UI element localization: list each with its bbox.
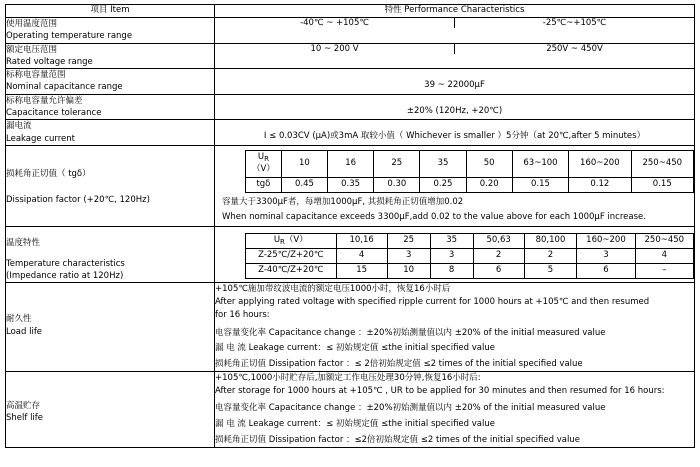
- table-row-load-life: [6, 283, 695, 372]
- value-right: -25℃~+105℃: [542, 17, 607, 28]
- ur-unit: （V）: [252, 163, 275, 174]
- cell: 0.15: [631, 177, 693, 192]
- load-life-line: 电容量变化率 Capacitance change ：±20%初始测量值以内 ±20% of the initial measured value: [215, 327, 606, 338]
- temperature-row-z40: [246, 264, 694, 279]
- table-header-row: [6, 5, 695, 18]
- label-en: Load life: [6, 326, 43, 337]
- header-characteristics: 特性 Performance Characteristics: [215, 5, 695, 18]
- dissipation-note-cn: 容量大于3300µF者，每增加1000µF, 其损耗角正切值增加0.02: [222, 196, 464, 207]
- cell: 63~100: [512, 151, 568, 178]
- label-cn: 使用温度范围: [6, 18, 58, 29]
- cell: 3: [430, 249, 473, 264]
- row-value-dissipation-factor: [215, 146, 695, 227]
- row-label-temperature-characteristics: [6, 227, 215, 283]
- temperature-header-row: [246, 234, 694, 249]
- cell: 250~450: [631, 151, 693, 178]
- cell: 0.45: [281, 177, 327, 192]
- cell: 160~200: [577, 234, 635, 249]
- row-label-leakage-current: [6, 120, 215, 146]
- table-row-cap-tolerance: [6, 94, 695, 120]
- ur-subscript: R: [264, 155, 269, 164]
- cell: 8: [430, 264, 473, 279]
- row-label-load-life: [6, 283, 215, 372]
- row-value-load-life: [215, 283, 695, 372]
- temperature-row-z25: [246, 249, 694, 264]
- value-right: 250V ~ 450V: [546, 43, 603, 54]
- label-en: Shelf life: [6, 413, 44, 424]
- row-value-shelf-life: [215, 371, 695, 447]
- cell: 6: [577, 264, 635, 279]
- specification-table: [5, 4, 695, 448]
- cell: 25: [387, 234, 430, 249]
- load-life-line: 漏 电 流 Leakage current：≤ 初始规定值 ≤the initial specified value: [215, 343, 495, 354]
- cell: 16: [328, 151, 374, 178]
- shelf-life-line: 损耗角正切值 Dissipation factor ：≤2倍初始规定值 ≤2 times of the initial specified value: [215, 434, 580, 445]
- cell: 6: [473, 264, 524, 279]
- row-value-temperature-characteristics: [215, 227, 695, 283]
- table-row-shelf-life: [6, 371, 695, 447]
- dissipation-header-label: [246, 151, 282, 178]
- label-cn: 损耗角正切值（ tgδ）: [6, 169, 91, 180]
- cell: –: [635, 264, 693, 279]
- value-left: -40℃ ~ +105℃: [215, 18, 455, 28]
- cell: 0.12: [569, 177, 631, 192]
- label-cn: 标称电容量范围: [6, 70, 66, 81]
- cell: 50: [466, 151, 512, 178]
- table-row-operating-temp: [6, 17, 695, 43]
- cell: 160~200: [569, 151, 631, 178]
- cell: 5: [524, 264, 577, 279]
- dissipation-note-en: When nominal capacitance exceeds 3300µF,add 0.02 to the value above for each 1000µF increase.: [222, 212, 646, 222]
- row-label-capacitance-range: [6, 69, 215, 95]
- cell: 0.15: [512, 177, 568, 192]
- ur-symbol: U: [273, 235, 281, 246]
- header-item: 项目 Item: [6, 5, 215, 18]
- load-life-line: for 16 hours:: [215, 309, 270, 320]
- label-en-2: (Impedance ratio at 120Hz): [6, 270, 124, 281]
- cell: 0.20: [466, 177, 512, 192]
- table-row-leakage-current: [6, 120, 695, 146]
- cell: 2: [473, 249, 524, 264]
- table-row-dissipation-factor: [6, 146, 695, 227]
- label-en: Rated voltage range: [6, 56, 93, 67]
- cell: 3: [577, 249, 635, 264]
- label-cn: 耐久性: [6, 314, 32, 325]
- shelf-life-line: 电容量变化率 Capacitance change ：±20%初始测量值以内 ±20% of the initial measured value: [215, 403, 606, 414]
- ur-subscript: R: [280, 238, 285, 247]
- cell: 4: [336, 249, 387, 264]
- shelf-life-line: After storage for 1000 hours at +105℃ , UR to be applied for 30 minutes and then resumed for 16 hours:: [215, 385, 665, 396]
- cell: 10: [387, 264, 430, 279]
- row-label-operating-temp: [6, 17, 215, 43]
- cell: 25: [374, 151, 420, 178]
- label-en: Dissipation factor (+20℃, 120Hz): [6, 195, 150, 206]
- label-cn: 高温贮存: [6, 400, 41, 411]
- row-value-leakage-current: I ≤ 0.03CV (µA)或3mA 取较小值（ Whichever is smaller ）5分钟（at 20℃,after 5 minutes）: [215, 120, 695, 146]
- dissipation-subtable: [245, 150, 694, 193]
- cell: 50,63: [473, 234, 524, 249]
- row-value-operating-temp: [215, 17, 695, 43]
- table-row-rated-voltage: [6, 43, 695, 69]
- shelf-life-line: 漏 电 流 Leakage current：≤ 初始规定值 ≤the initial specified value: [215, 419, 495, 429]
- load-life-line: 损耗角正切值 Dissipation factor ：≤ 2倍初始规定值 ≤2 times of the initial specified value: [215, 359, 583, 369]
- cell: 4: [635, 249, 693, 264]
- cell: 0.30: [374, 177, 420, 192]
- label-cn: 漏电流: [6, 121, 32, 132]
- label-en: Operating temperature range: [6, 31, 133, 42]
- temperature-subtable: [245, 233, 694, 279]
- ur-unit: （V）: [284, 235, 308, 246]
- dissipation-row-label: tgδ: [246, 177, 282, 192]
- row-value-rated-voltage: [215, 43, 695, 69]
- cell: 80,100: [524, 234, 577, 249]
- table-row-temperature-characteristics: [6, 227, 695, 283]
- cell: 0.35: [328, 177, 374, 192]
- row-label-dissipation-factor: [6, 146, 215, 227]
- cell: 35: [420, 151, 466, 178]
- dissipation-value-row: [246, 177, 694, 192]
- cell: 0.25: [420, 177, 466, 192]
- cell: 10,16: [336, 234, 387, 249]
- label-en: Nominal capacitance range: [6, 82, 123, 93]
- shelf-life-line: +105℃,1000小时贮存后,加额定工作电压处理30分钟,恢复16小时后:: [215, 372, 481, 383]
- row-label-cap-tolerance: [6, 94, 215, 120]
- cell: 3: [387, 249, 430, 264]
- cell: 35: [430, 234, 473, 249]
- cell: 15: [336, 264, 387, 279]
- label-en: Leakage current: [6, 133, 75, 144]
- temperature-row-label: Z-40℃/Z+20℃: [246, 264, 337, 279]
- label-en: Capacitance tolerance: [6, 108, 102, 119]
- dissipation-header-row: [246, 151, 694, 178]
- ur-symbol: U: [257, 152, 265, 163]
- row-label-shelf-life: [6, 371, 215, 447]
- label-en-1: Temperature characteristics: [6, 258, 125, 269]
- temperature-row-label: Z-25℃/Z+20℃: [246, 249, 337, 264]
- label-cn: 额定电压范围: [6, 44, 58, 55]
- temperature-header-label: [246, 234, 337, 249]
- row-label-rated-voltage: [6, 43, 215, 69]
- label-cn: 标称电容量允许偏差: [6, 95, 83, 106]
- row-value-cap-tolerance: ±20% (120Hz, +20℃): [215, 94, 695, 120]
- cell: 10: [281, 151, 327, 178]
- cell: 250~450: [635, 234, 693, 249]
- row-value-capacitance-range: 39 ~ 22000µF: [215, 69, 695, 95]
- load-life-line: After applying rated voltage with specified ripple current for 1000 hours at +105℃ and then resumed: [215, 297, 650, 307]
- table-row-capacitance-range: [6, 69, 695, 95]
- cell: 2: [524, 249, 577, 264]
- label-cn: 温度特性: [6, 238, 41, 249]
- value-left: 10 ~ 200 V: [215, 44, 455, 54]
- load-life-line: +105℃施加带纹波电流的额定电压1000小时，恢复16小时后: [215, 284, 451, 295]
